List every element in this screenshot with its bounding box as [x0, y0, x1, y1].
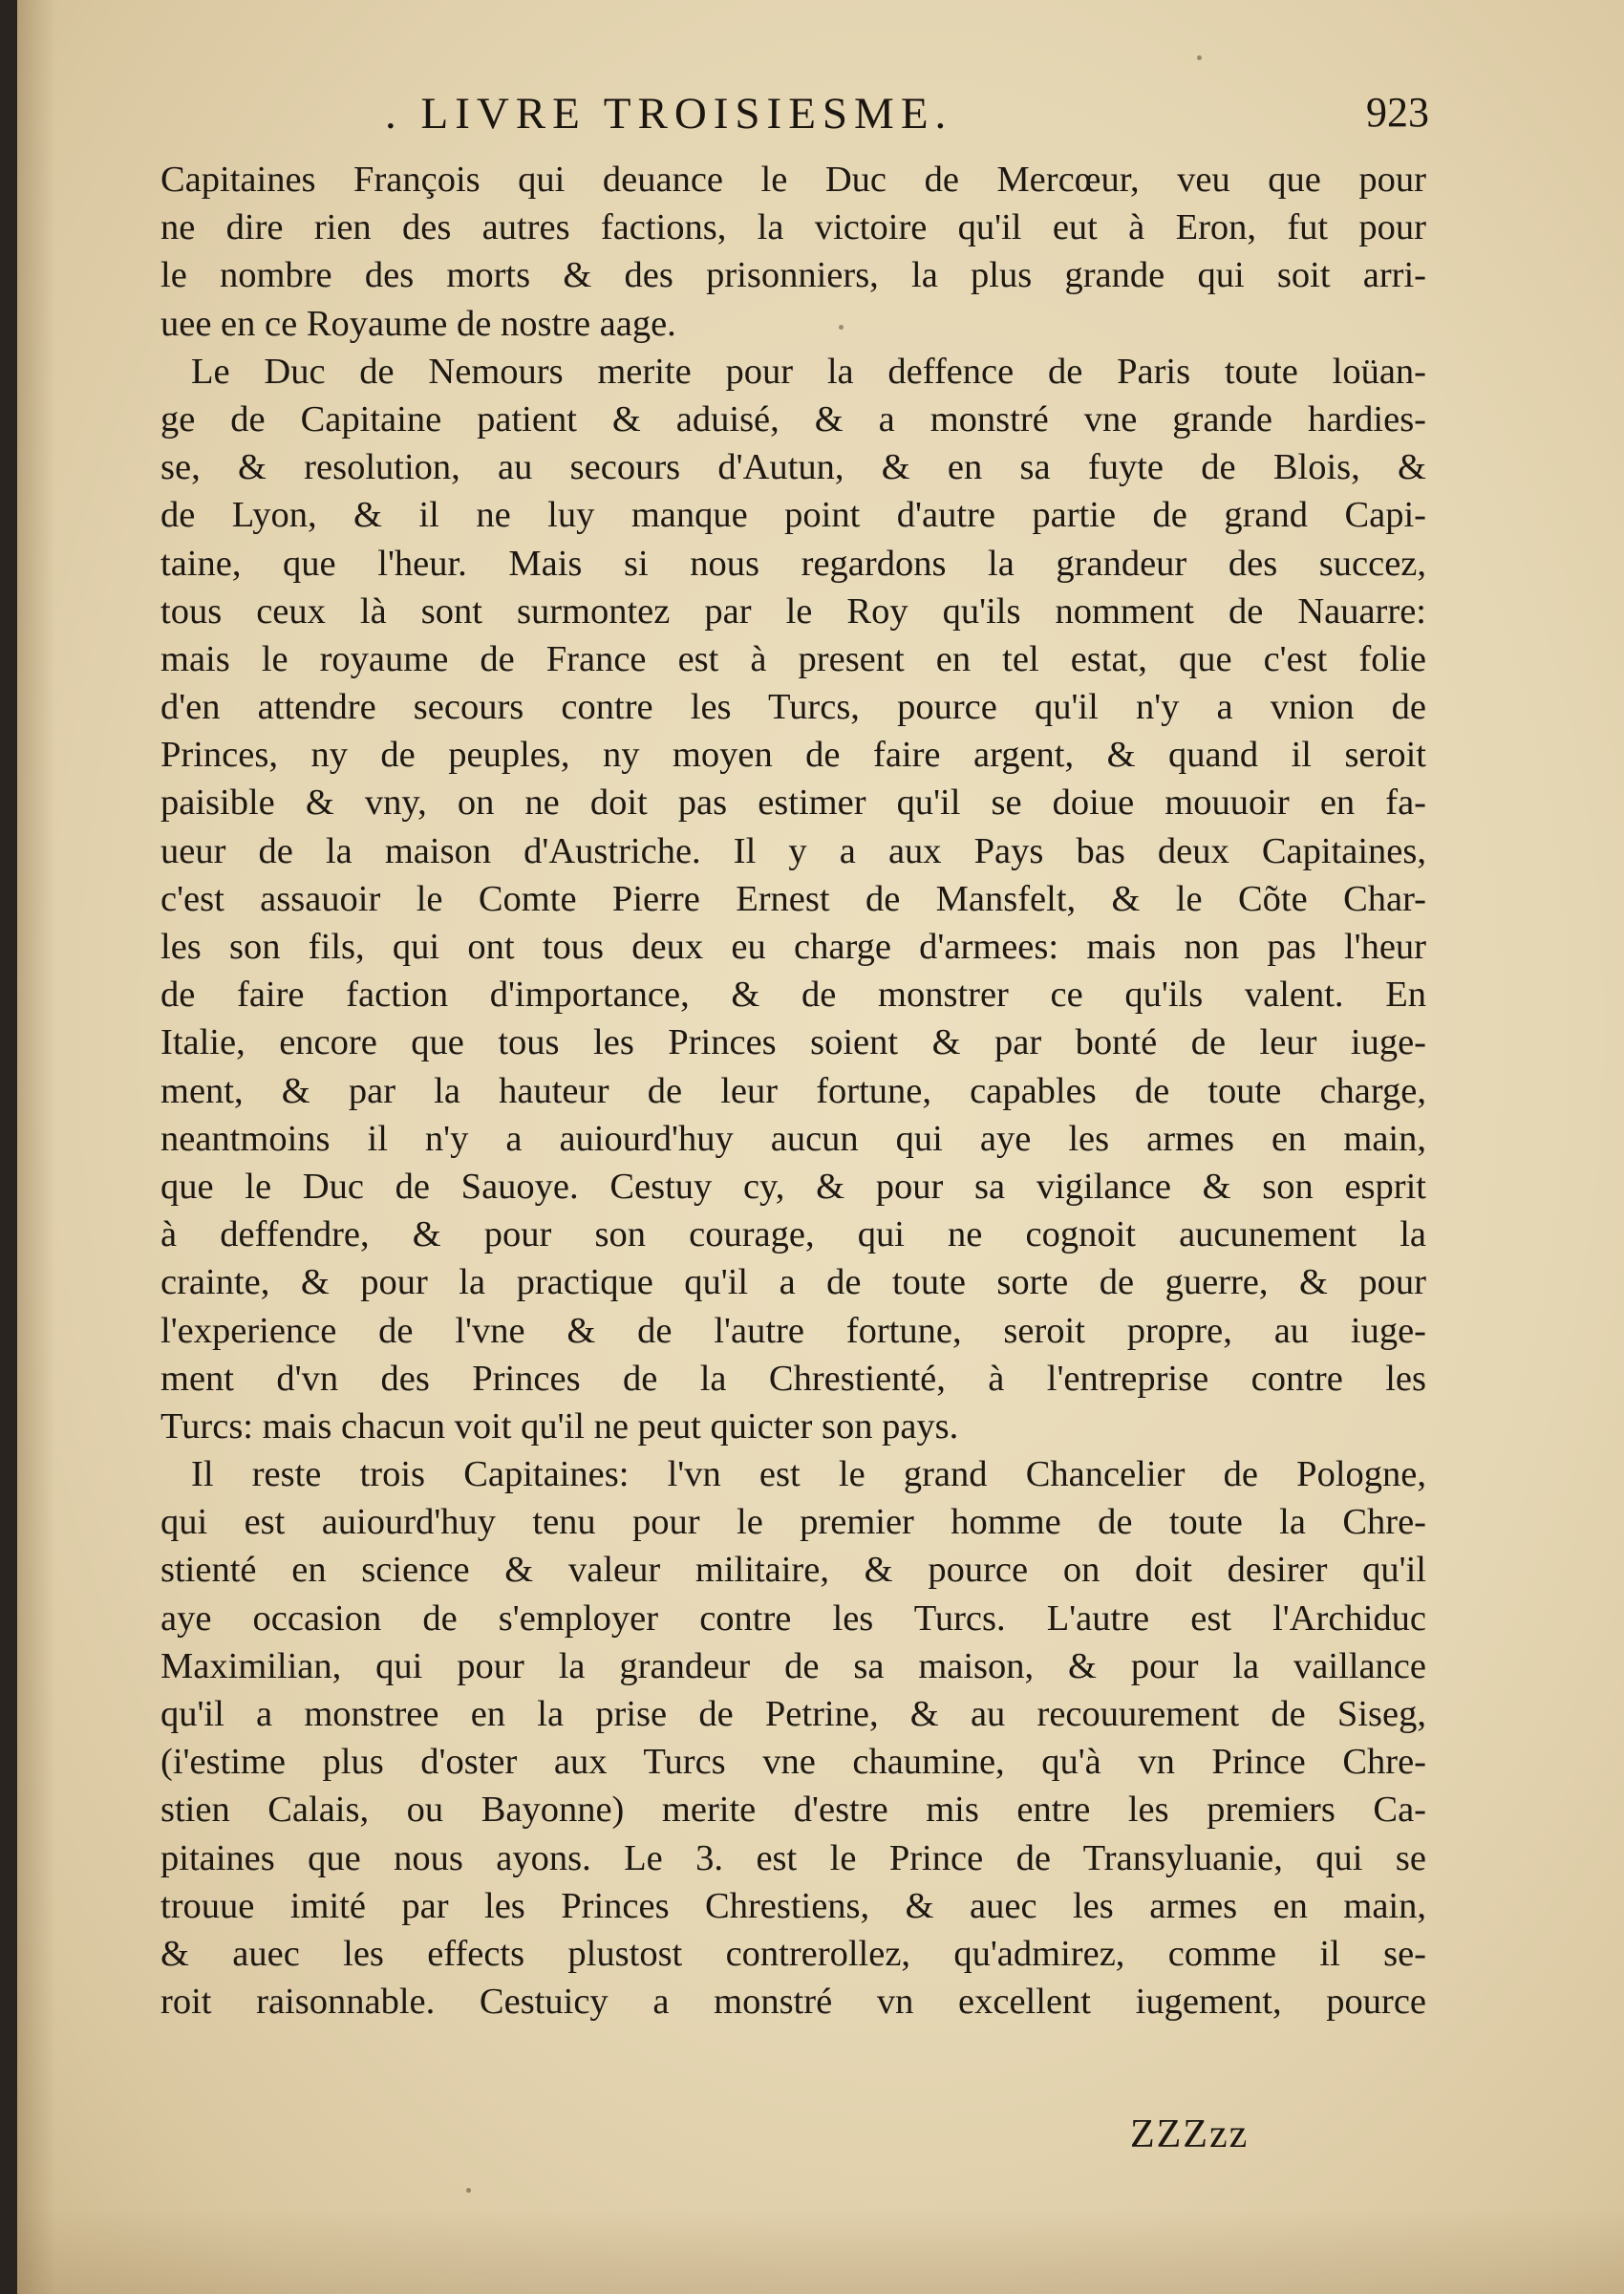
text-line: ne dire rien des autres factions, la victoire qu'il eut à Eron, fut pour	[160, 207, 1426, 248]
text-line: Maximilian, qui pour la grandeur de sa maison, & pour la vaillance	[160, 1645, 1426, 1686]
paper-speck	[466, 2188, 471, 2193]
text-line: ueur de la maison d'Austriche. Il y a aux Pays bas deux Capitaines,	[160, 830, 1426, 871]
body-text	[160, 156, 1426, 2026]
text-line: roit raisonnable. Cestuicy a monstré vn excellent iugement, pource	[160, 1982, 1426, 2023]
text-line: se, & resolution, au secours d'Autun, & en sa fuyte de Blois, &	[160, 447, 1426, 488]
text-line: de faire faction d'importance, & de monstrer ce qu'ils valent. En	[160, 975, 1426, 1016]
text-line: qu'il a monstree en la prise de Petrine, & au recouurement de Siseg,	[160, 1694, 1426, 1734]
running-title: . LIVRE TROISIESME.	[385, 89, 953, 139]
text-line: c'est assauoir le Comte Pierre Ernest de Mansfelt, & le Cõte Char-	[160, 878, 1426, 919]
text-line: à deffendre, & pour son courage, qui ne cognoit aucunement la	[160, 1214, 1426, 1255]
text-line: les son fils, qui ont tous deux eu charge d'armees: mais non pas l'heur	[160, 927, 1426, 967]
text-line: stien Calais, ou Bayonne) merite d'estre mis entre les premiers Ca-	[160, 1790, 1426, 1831]
text-line: stienté en science & valeur militaire, & pource on doit desirer qu'il	[160, 1550, 1426, 1591]
text-line: (i'estime plus d'oster aux Turcs vne chaumine, qu'à vn Prince Chre-	[160, 1742, 1426, 1783]
text-line: d'en attendre secours contre les Turcs, pource qu'il n'y a vnion de	[160, 687, 1426, 728]
text-line: neantmoins il n'y a auiourd'huy aucun qui aye les armes en main,	[160, 1118, 1426, 1159]
page-header	[160, 88, 1441, 145]
paper-speck	[1197, 55, 1202, 60]
text-line: Turcs: mais chacun voit qu'il ne peut quicter son pays.	[160, 1405, 959, 1447]
text-line: aye occasion de s'employer contre les Turcs. L'autre est l'Archiduc	[160, 1597, 1426, 1639]
text-line: mais le royaume de France est à present en tel estat, que c'est folie	[160, 638, 1426, 679]
paper-speck	[839, 325, 844, 330]
text-line: crainte, & pour la practique qu'il a de toute sorte de guerre, & pour	[160, 1262, 1426, 1303]
text-line: pitaines que nous ayons. Le 3. est le Prince de Transyluanie, qui se	[160, 1837, 1426, 1878]
text-line: que le Duc de Sauoye. Cestuy cy, & pour sa vigilance & son esprit	[160, 1166, 1426, 1207]
text-line: ge de Capitaine patient & aduisé, & a monstré vne grande hardies-	[160, 398, 1426, 440]
text-line: trouue imité par les Princes Chrestiens, & auec les armes en main,	[160, 1885, 1426, 1926]
book-page	[17, 0, 1624, 2294]
text-line: tous ceux là sont surmontez par le Roy qu'ils nomment de Nauarre:	[160, 590, 1426, 632]
text-line: taine, que l'heur. Mais si nous regardons la grandeur des succez,	[160, 543, 1426, 584]
catchword: ZZZzz	[1130, 2112, 1250, 2156]
text-line: Capitaines François qui deuance le Duc de Mercœur, veu que pour	[160, 160, 1426, 200]
page-number: 923	[1366, 89, 1429, 136]
text-line: uee en ce Royaume de nostre aage.	[160, 303, 676, 344]
text-line: l'experience de l'vne & de l'autre fortune, seroit propre, au iuge-	[160, 1310, 1426, 1351]
text-line: Il reste trois Capitaines: l'vn est le grand Chancelier de Pologne,	[191, 1454, 1426, 1495]
text-line: qui est auiourd'huy tenu pour le premier homme de toute la Chre-	[160, 1502, 1426, 1543]
text-line: le nombre des morts & des prisonniers, la plus grande qui soit arri-	[160, 255, 1426, 296]
text-line: ment d'vn des Princes de la Chrestienté, à l'entreprise contre les	[160, 1358, 1426, 1399]
text-line: de Lyon, & il ne luy manque point d'autre partie de grand Capi-	[160, 495, 1426, 536]
text-line: ment, & par la hauteur de leur fortune, capables de toute charge,	[160, 1070, 1426, 1111]
text-line: paisible & vny, on ne doit pas estimer qu'il se doiue mouuoir en fa-	[160, 783, 1426, 824]
text-line: & auec les effects plustost contrerollez, qu'admirez, comme il se-	[160, 1933, 1426, 1974]
text-line: Princes, ny de peuples, ny moyen de faire argent, & quand il seroit	[160, 735, 1426, 776]
text-line: Italie, encore que tous les Princes soient & par bonté de leur iuge-	[160, 1022, 1426, 1063]
text-line: Le Duc de Nemours merite pour la deffence de Paris toute loüan-	[191, 351, 1426, 392]
